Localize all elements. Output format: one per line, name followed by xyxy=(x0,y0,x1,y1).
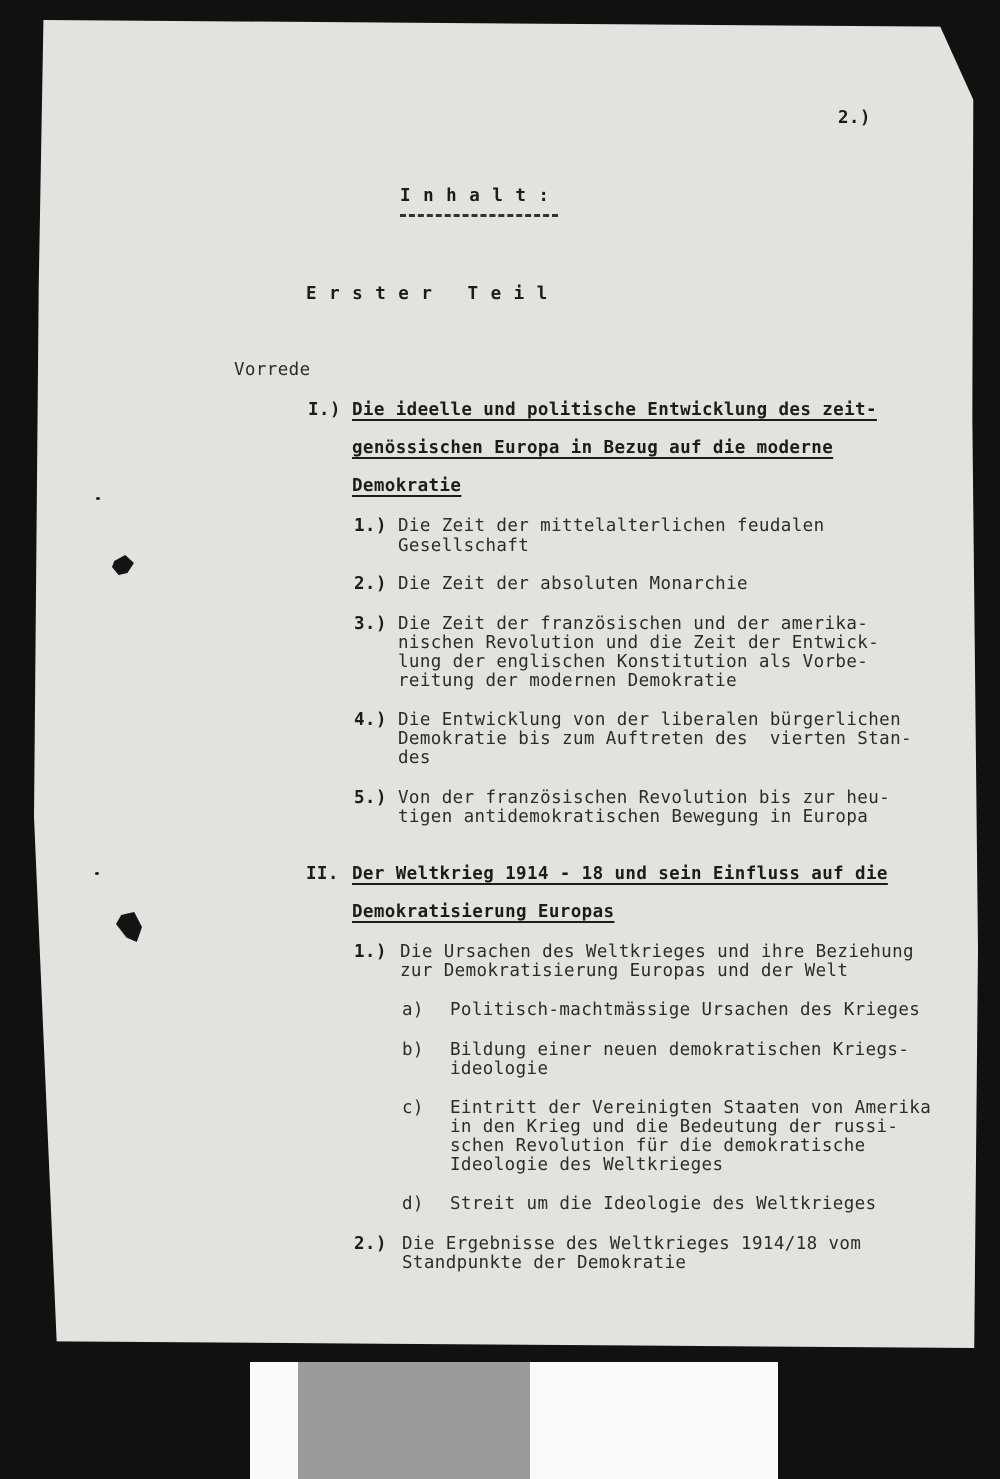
item-text-line: Gesellschaft xyxy=(398,536,530,556)
item-text-line: Die Zeit der französischen und der amerika- xyxy=(398,614,869,634)
subitem-text-line: Streit um die Ideologie des Weltkrieges xyxy=(450,1194,877,1214)
item-text-line: zur Demokratisierung Europas und der Welt xyxy=(400,961,849,981)
item-text-line: Von der französischen Revolution bis zur heu- xyxy=(398,788,891,808)
item-number: 2.) xyxy=(354,1234,387,1254)
title-underline xyxy=(400,214,558,217)
section-heading-line: Demokratisierung Europas xyxy=(352,902,615,922)
paper-speck xyxy=(96,497,100,500)
subitem-text-line: Ideologie des Weltkrieges xyxy=(450,1155,724,1175)
document-title: I n h a l t : xyxy=(400,186,550,206)
item-number: 1.) xyxy=(354,942,387,962)
color-target-white xyxy=(250,1362,298,1479)
part-heading: E r s t e r T e i l xyxy=(306,284,549,304)
item-number: 5.) xyxy=(354,788,387,808)
item-text-line: des xyxy=(398,748,431,768)
section-heading-line: Demokratie xyxy=(352,476,462,496)
item-number: 3.) xyxy=(354,614,387,634)
item-text-line: Die Entwicklung von der liberalen bürgerlichen xyxy=(398,710,902,730)
section-heading-line: Der Weltkrieg 1914 - 18 und sein Einfluss auf die xyxy=(352,864,888,884)
item-text-line: reitung der modernen Demokratie xyxy=(398,671,738,691)
item-number: 4.) xyxy=(354,710,387,730)
subitem-letter: a) xyxy=(402,1000,424,1020)
color-target-gray xyxy=(298,1362,530,1479)
section-heading-line: Die ideelle und politische Entwicklung des zeit- xyxy=(352,400,877,420)
subitem-text-line: ideologie xyxy=(450,1059,549,1079)
subitem-letter: d) xyxy=(402,1194,424,1214)
vorrede-label: Vorrede xyxy=(234,360,311,380)
item-number: 2.) xyxy=(354,574,387,594)
item-text-line: lung der englischen Konstitution als Vorbe- xyxy=(398,652,869,672)
page-number: 2.) xyxy=(838,108,871,128)
subitem-text-line: Politisch-machtmässige Ursachen des Krieges xyxy=(450,1000,921,1020)
item-text-line: Demokratie bis zum Auftreten des vierten Stan- xyxy=(398,729,912,749)
subitem-text-line: schen Revolution für die demokratische xyxy=(450,1136,866,1156)
subitem-text-line: Bildung einer neuen demokratischen Kriegs- xyxy=(450,1040,910,1060)
paper-speck xyxy=(95,872,99,875)
section-heading-line: genössischen Europa in Bezug auf die moderne xyxy=(352,438,834,458)
item-text-line: Die Zeit der mittelalterlichen feudalen xyxy=(398,516,825,536)
section-numeral: I.) xyxy=(308,400,341,420)
section-numeral: II. xyxy=(306,864,339,884)
item-text-line: nischen Revolution und die Zeit der Entwick- xyxy=(398,633,880,653)
item-number: 1.) xyxy=(354,516,387,536)
item-text-line: Standpunkte der Demokratie xyxy=(402,1253,687,1273)
item-text-line: tigen antidemokratischen Bewegung in Europa xyxy=(398,807,869,827)
item-text-line: Die Ursachen des Weltkrieges und ihre Beziehung xyxy=(400,942,914,962)
subitem-letter: b) xyxy=(402,1040,424,1060)
color-target-white xyxy=(530,1362,778,1479)
subitem-text-line: in den Krieg und die Bedeutung der russi- xyxy=(450,1117,899,1137)
item-text-line: Die Zeit der absoluten Monarchie xyxy=(398,574,748,594)
subitem-letter: c) xyxy=(402,1098,424,1118)
subitem-text-line: Eintritt der Vereinigten Staaten von Amerika xyxy=(450,1098,932,1118)
item-text-line: Die Ergebnisse des Weltkrieges 1914/18 vom xyxy=(402,1234,862,1254)
